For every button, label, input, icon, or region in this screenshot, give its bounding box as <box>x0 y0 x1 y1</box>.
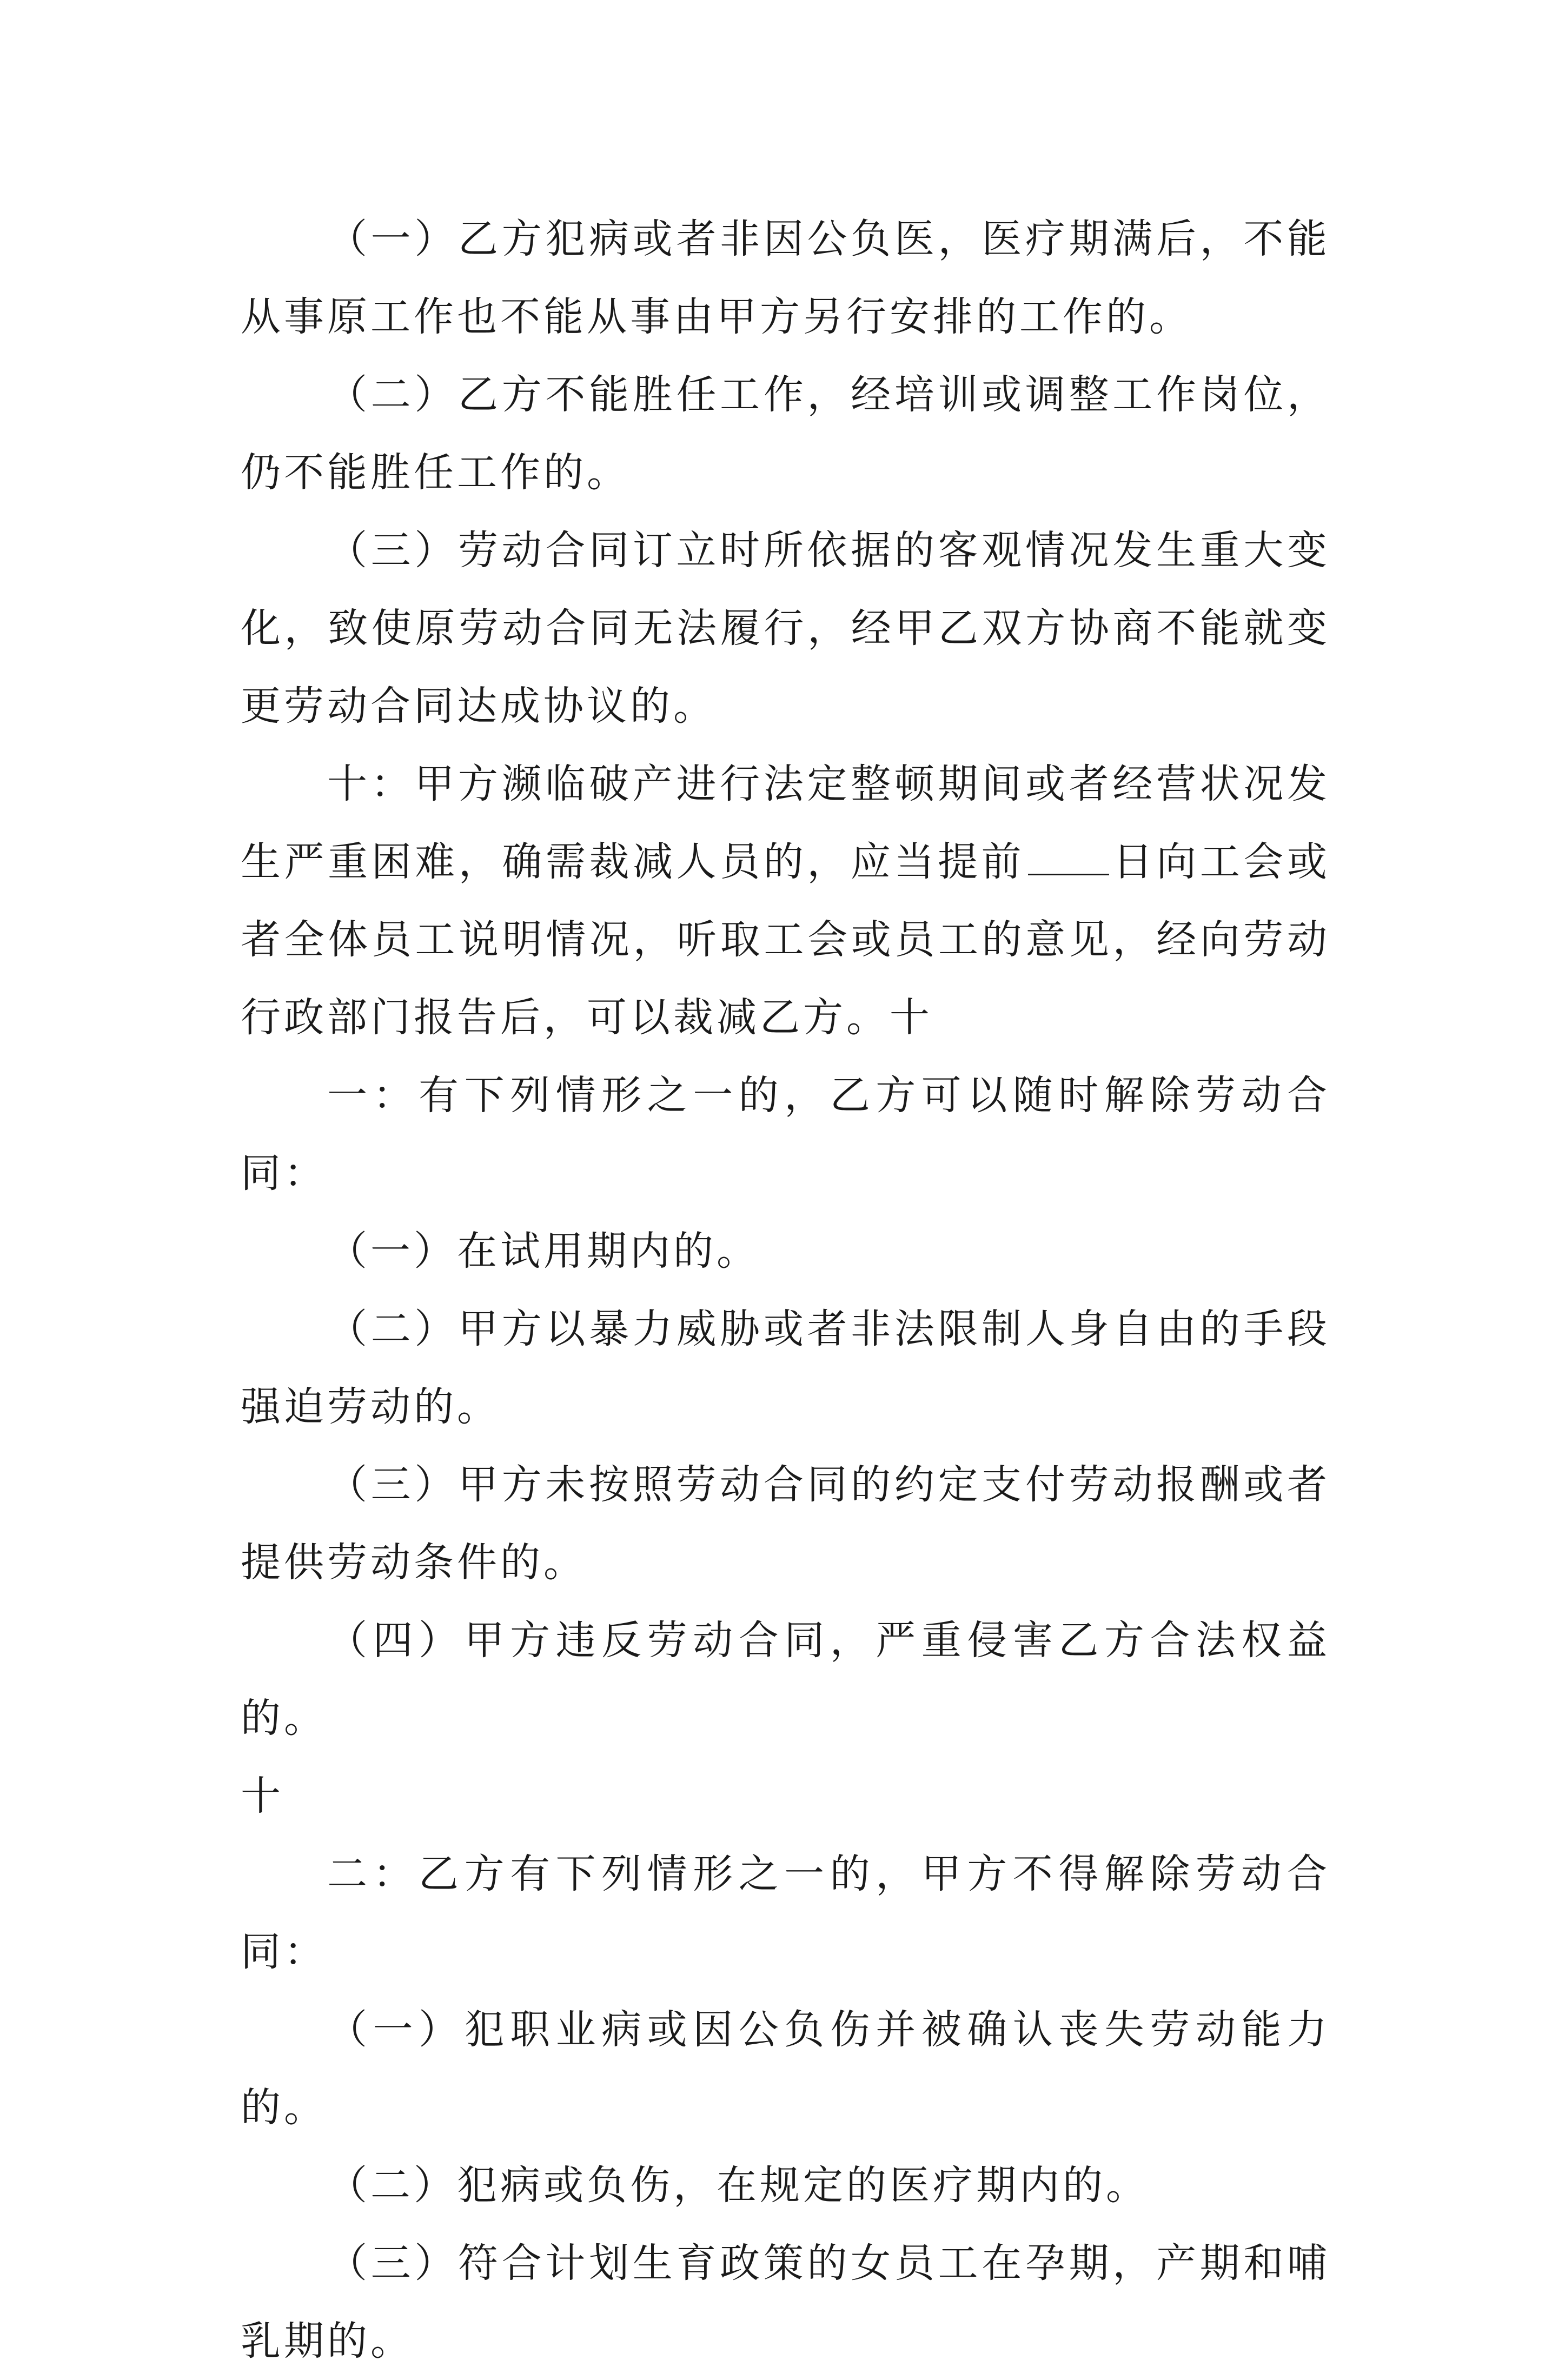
paragraph-article-11-item-2: （二）甲方以暴力威胁或者非法限制人身自由的手段强迫劳动的。 <box>241 1306 1330 1430</box>
paragraph-article-12-heading: 二：乙方有下列情形之一的，甲方不得解除劳动合同： <box>241 1851 1330 1975</box>
paragraph-article-12-item-2: （二）犯病或负伤，在规定的医疗期内的。 <box>327 2162 1149 2209</box>
paragraph-article-12-item-3: （三）符合计划生育政策的女员工在孕期，产期和哺乳期的。 <box>241 2240 1330 2364</box>
paragraph-article-12-number: 十 <box>241 1773 284 1819</box>
paragraph-article-12-item-1: （一）犯职业病或因公负伤并被确认丧失劳动能力的。 <box>241 2006 1330 2131</box>
paragraph-article-11-heading: 一：有下列情形之一的，乙方可以随时解除劳动合同： <box>241 1072 1330 1196</box>
paragraph-article-11-item-3: （三）甲方未按照劳动合同的约定支付劳动报酬或者提供劳动条件的。 <box>241 1461 1330 1586</box>
paragraph-clause-1: （一）乙方犯病或者非因公负医，医疗期满后，不能从事原工作也不能从事由甲方另行安排的工作的。 <box>241 216 1330 340</box>
document-body <box>241 200 1330 2380</box>
paragraph-clause-2: （二）乙方不能胜任工作，经培训或调整工作岗位，仍不能胜任工作的。 <box>241 371 1330 496</box>
paragraph-clause-3: （三）劳动合同订立时所依据的客观情况发生重大变化，致使原劳动合同无法履行，经甲乙双方协商不能就变更劳动合同达成协议的。 <box>241 527 1330 729</box>
article-10-text-after-blank: 日向工会或者全体员工说明情况，听取工会或员工的意见，经向劳动行政部门报告后，可以裁减乙方。十 <box>241 839 1330 1041</box>
paragraph-article-10 <box>241 745 1330 1056</box>
paragraph-article-11-item-4: （四）甲方违反劳动合同，严重侵害乙方合法权益的。 <box>241 1617 1330 1741</box>
days-blank-field <box>1028 841 1109 875</box>
article-10-text-before-blank: 十：甲方濒临破产进行法定整顿期间或者经营状况发生严重困难，确需裁减人员的，应当提前 <box>241 761 1330 885</box>
paragraph-article-11-item-1: （一）在试用期内的。 <box>327 1228 760 1274</box>
